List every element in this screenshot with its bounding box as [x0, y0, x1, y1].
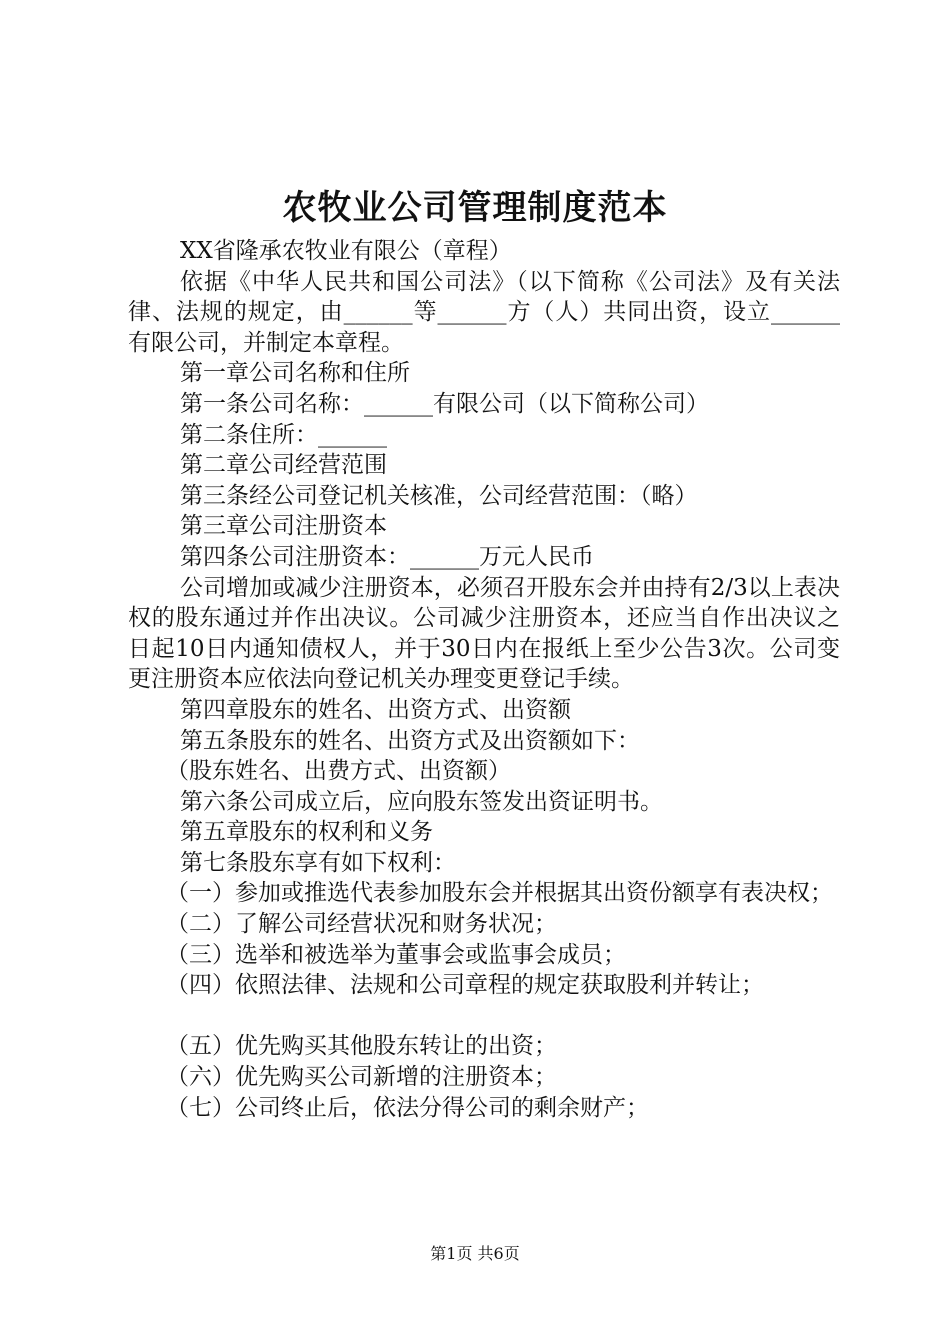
paragraph: 依据《中华人民共和国公司法》（以下简称《公司法》及有关法律、法规的规定，由______等______方（人）共同出资，设立______有限公司，并制定本章程。 [128, 268, 840, 356]
article: 第三条经公司登记机关核准，公司经营范围：（略） [180, 482, 698, 509]
list-item: （七）公司终止后，依法分得公司的剩余财产； [166, 1094, 649, 1121]
list-item: （五）优先购买其他股东转让的出资； [166, 1033, 557, 1060]
list-item: （一）参加或推选代表参加股东会并根据其出资份额享有表决权； [166, 880, 833, 907]
article: 第四条公司注册资本：______万元人民币 [180, 543, 594, 570]
list-item: （二）了解公司经营状况和财务状况； [166, 911, 557, 938]
list-item: （六）优先购买公司新增的注册资本； [166, 1064, 557, 1091]
page-footer: 第1页 共6页 [430, 1244, 520, 1263]
blank-line [128, 1001, 840, 1032]
chapter-heading: 第五章股东的权利和义务 [180, 819, 433, 846]
article: 第二条住所：______ [180, 421, 387, 448]
chapter-heading: 第三章公司注册资本 [180, 513, 387, 540]
document-body [128, 236, 840, 1123]
list-item: （四）依照法律、法规和公司章程的规定获取股利并转让； [166, 972, 764, 999]
list-item: （三）选举和被选举为董事会或监事会成员； [166, 941, 626, 968]
article: 第六条公司成立后，应向股东签发出资证明书。 [180, 788, 663, 815]
chapter-heading: 第一章公司名称和住所 [180, 360, 410, 387]
document-title: 农牧业公司管理制度范本 [282, 188, 668, 228]
article: 第一条公司名称：______有限公司（以下简称公司） [180, 390, 709, 417]
article: 第五条股东的姓名、出资方式及出资额如下： [180, 727, 640, 754]
article: 第七条股东享有如下权利： [180, 849, 456, 876]
paragraph: XX省隆承农牧业有限公（章程） [180, 238, 512, 264]
paragraph: 公司增加或减少注册资本，必须召开股东会并由持有2/3以上表决权的股东通过并作出决议。公司减少注册资本，还应当自作出决议之日起10日内通知债权人，并于30日内在报纸上至少公告3次。公司变更注册资本应依法向登记机关办理变更登记手续。 [128, 574, 840, 693]
chapter-heading: 第二章公司经营范围 [180, 452, 387, 479]
paragraph: （股东姓名、出费方式、出资额） [166, 758, 511, 785]
chapter-heading: 第四章股东的姓名、出资方式、出资额 [180, 696, 571, 723]
